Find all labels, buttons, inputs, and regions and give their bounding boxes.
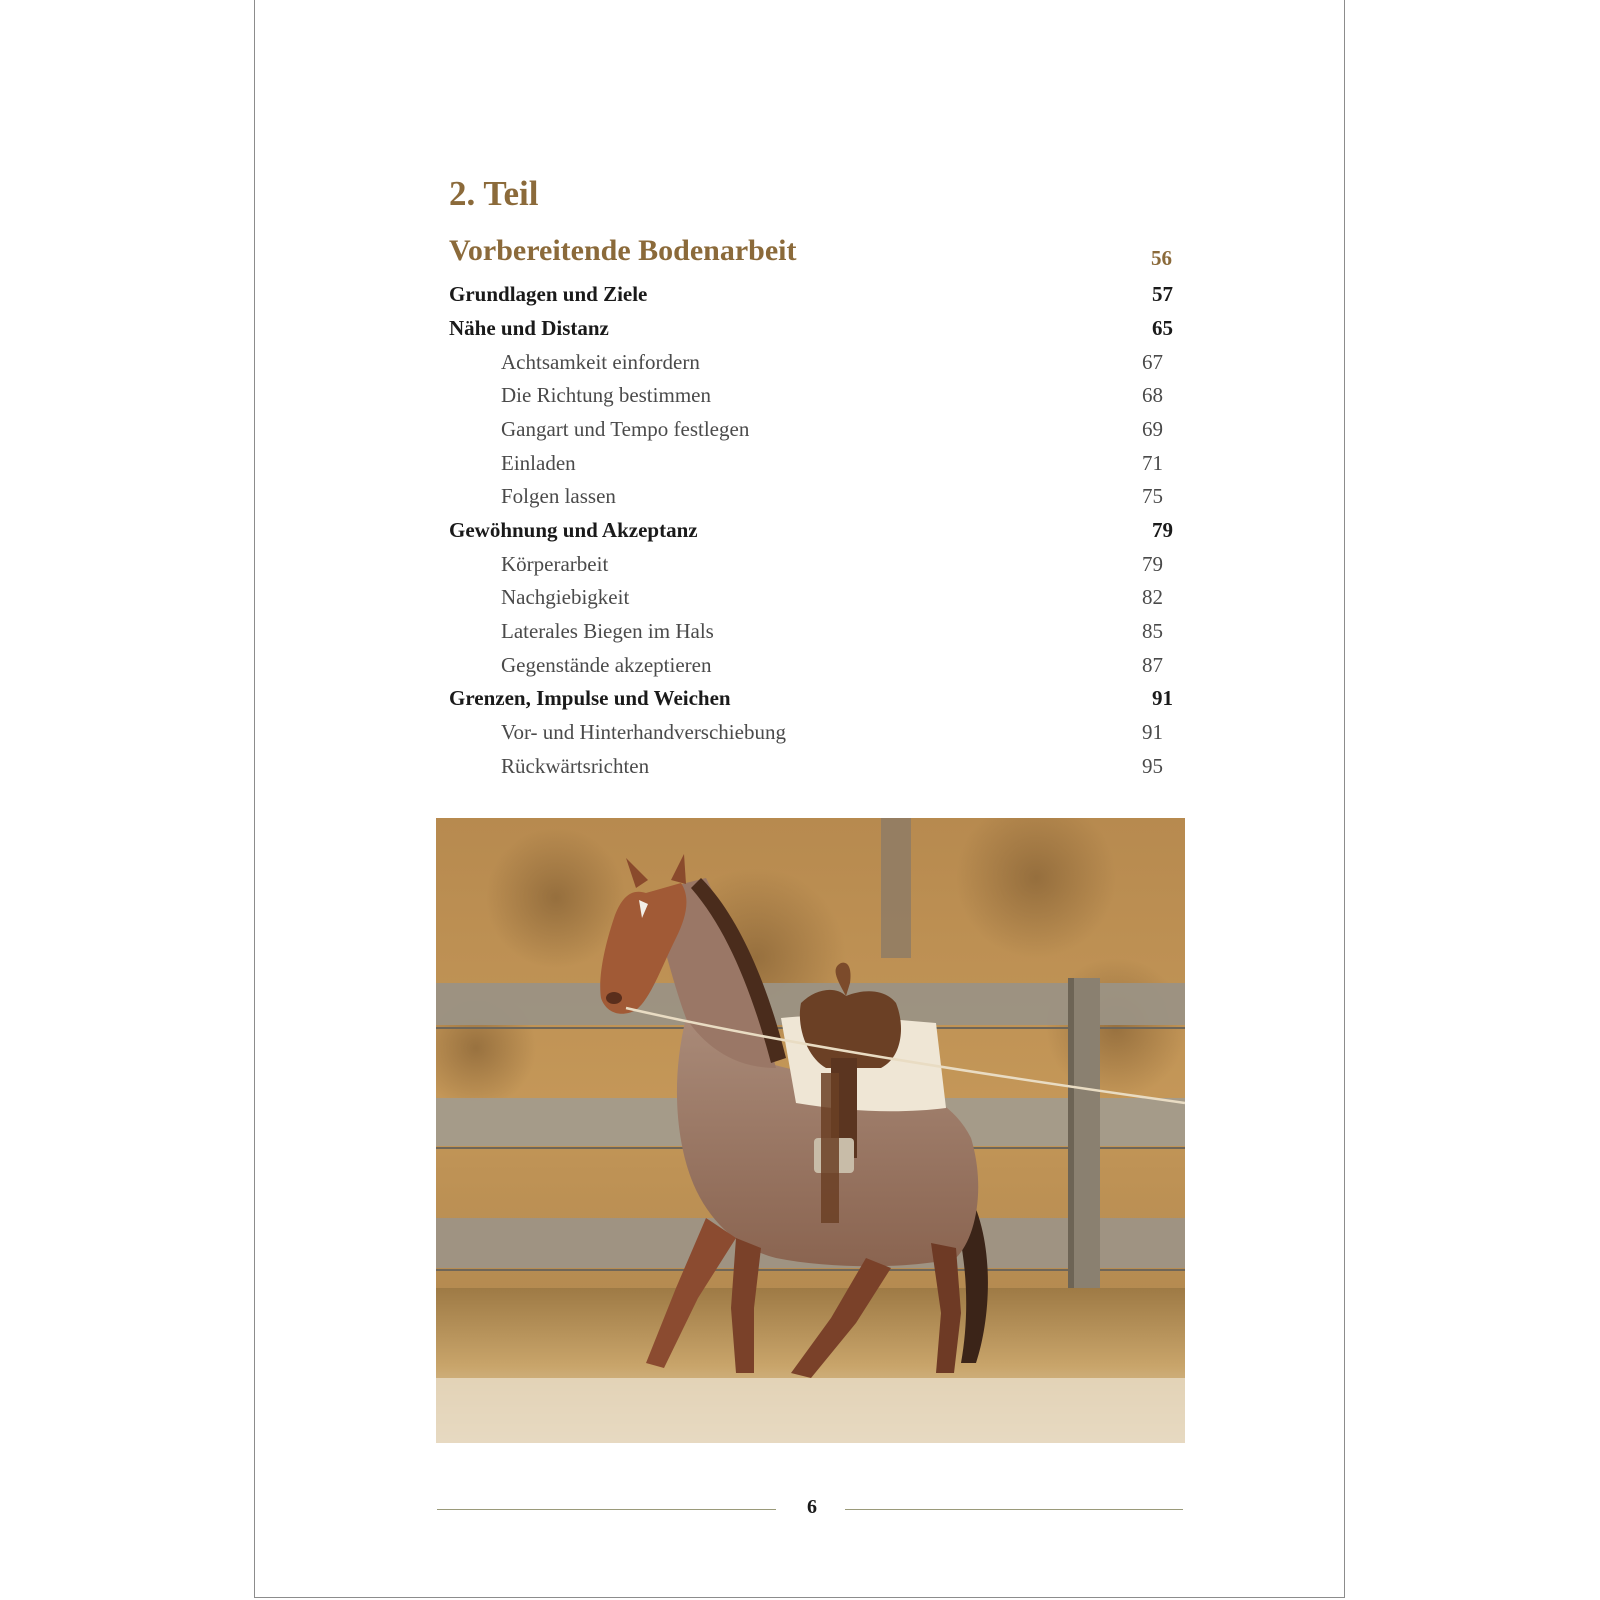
toc-entry-title: Gegenstände akzeptieren xyxy=(501,653,712,677)
toc-entry-page: 65 xyxy=(1152,316,1173,340)
toc-subentry xyxy=(449,751,1173,781)
footer-rule-right xyxy=(845,1509,1183,1510)
part-title: Vorbereitende Bodenarbeit xyxy=(449,234,797,267)
toc-entry-title: Laterales Biegen im Hals xyxy=(501,619,714,643)
toc-entry-page: 67 xyxy=(1142,350,1163,374)
toc-subentry xyxy=(449,347,1173,377)
toc-subentry xyxy=(449,414,1173,444)
toc-entry-page: 79 xyxy=(1152,518,1173,542)
toc-entry-page: 68 xyxy=(1142,383,1163,407)
toc-entry-title: Körperarbeit xyxy=(501,552,609,576)
toc-subentry xyxy=(449,448,1173,478)
toc-entry-page: 95 xyxy=(1142,754,1163,778)
toc-subentry xyxy=(449,549,1173,579)
part-label: 2. Teil xyxy=(449,174,539,213)
toc-entry-title: Einladen xyxy=(501,451,576,475)
toc-entry-title: Grundlagen und Ziele xyxy=(449,282,648,306)
toc-subentry xyxy=(449,650,1173,680)
toc-entry-page: 85 xyxy=(1142,619,1163,643)
toc-entry-title: Nachgiebigkeit xyxy=(501,585,630,609)
toc-entry-title: Achtsamkeit einfordern xyxy=(501,350,700,374)
toc-subentry xyxy=(449,717,1173,747)
toc-subentry xyxy=(449,481,1173,511)
footer-rule-left xyxy=(437,1509,776,1510)
toc-entry-title: Folgen lassen xyxy=(501,484,616,508)
toc-entry-page: 69 xyxy=(1142,417,1163,441)
toc-entry-page: 57 xyxy=(1152,282,1173,306)
toc-entry-title: Nähe und Distanz xyxy=(449,316,609,340)
toc-subentry xyxy=(449,582,1173,612)
toc-entry-title: Gewöhnung und Akzeptanz xyxy=(449,518,698,542)
page-number: 6 xyxy=(807,1496,817,1518)
toc-entry-page: 91 xyxy=(1152,686,1173,710)
toc-entry-page: 79 xyxy=(1142,552,1163,576)
toc-entry-page: 71 xyxy=(1142,451,1163,475)
toc-entry-title: Rückwärtsrichten xyxy=(501,754,650,778)
toc-entry-page: 82 xyxy=(1142,585,1163,609)
horse-photo xyxy=(436,818,1185,1443)
toc-entry-title: Vor- und Hinterhandverschiebung xyxy=(501,720,786,744)
toc-entry xyxy=(449,313,1173,343)
toc-entry xyxy=(449,683,1173,713)
toc-entry-page: 75 xyxy=(1142,484,1163,508)
toc-entry-page: 91 xyxy=(1142,720,1163,744)
toc-entry-title: Gangart und Tempo festlegen xyxy=(501,417,750,441)
toc-subentry xyxy=(449,616,1173,646)
toc-entry-title: Die Richtung bestimmen xyxy=(501,383,711,407)
toc-entry xyxy=(449,515,1173,545)
toc-entry-page: 87 xyxy=(1142,653,1163,677)
part-page-number: 56 xyxy=(1151,246,1172,270)
toc-entry-title: Grenzen, Impulse und Weichen xyxy=(449,686,731,710)
toc-subentry xyxy=(449,380,1173,410)
toc-entry xyxy=(449,279,1173,309)
